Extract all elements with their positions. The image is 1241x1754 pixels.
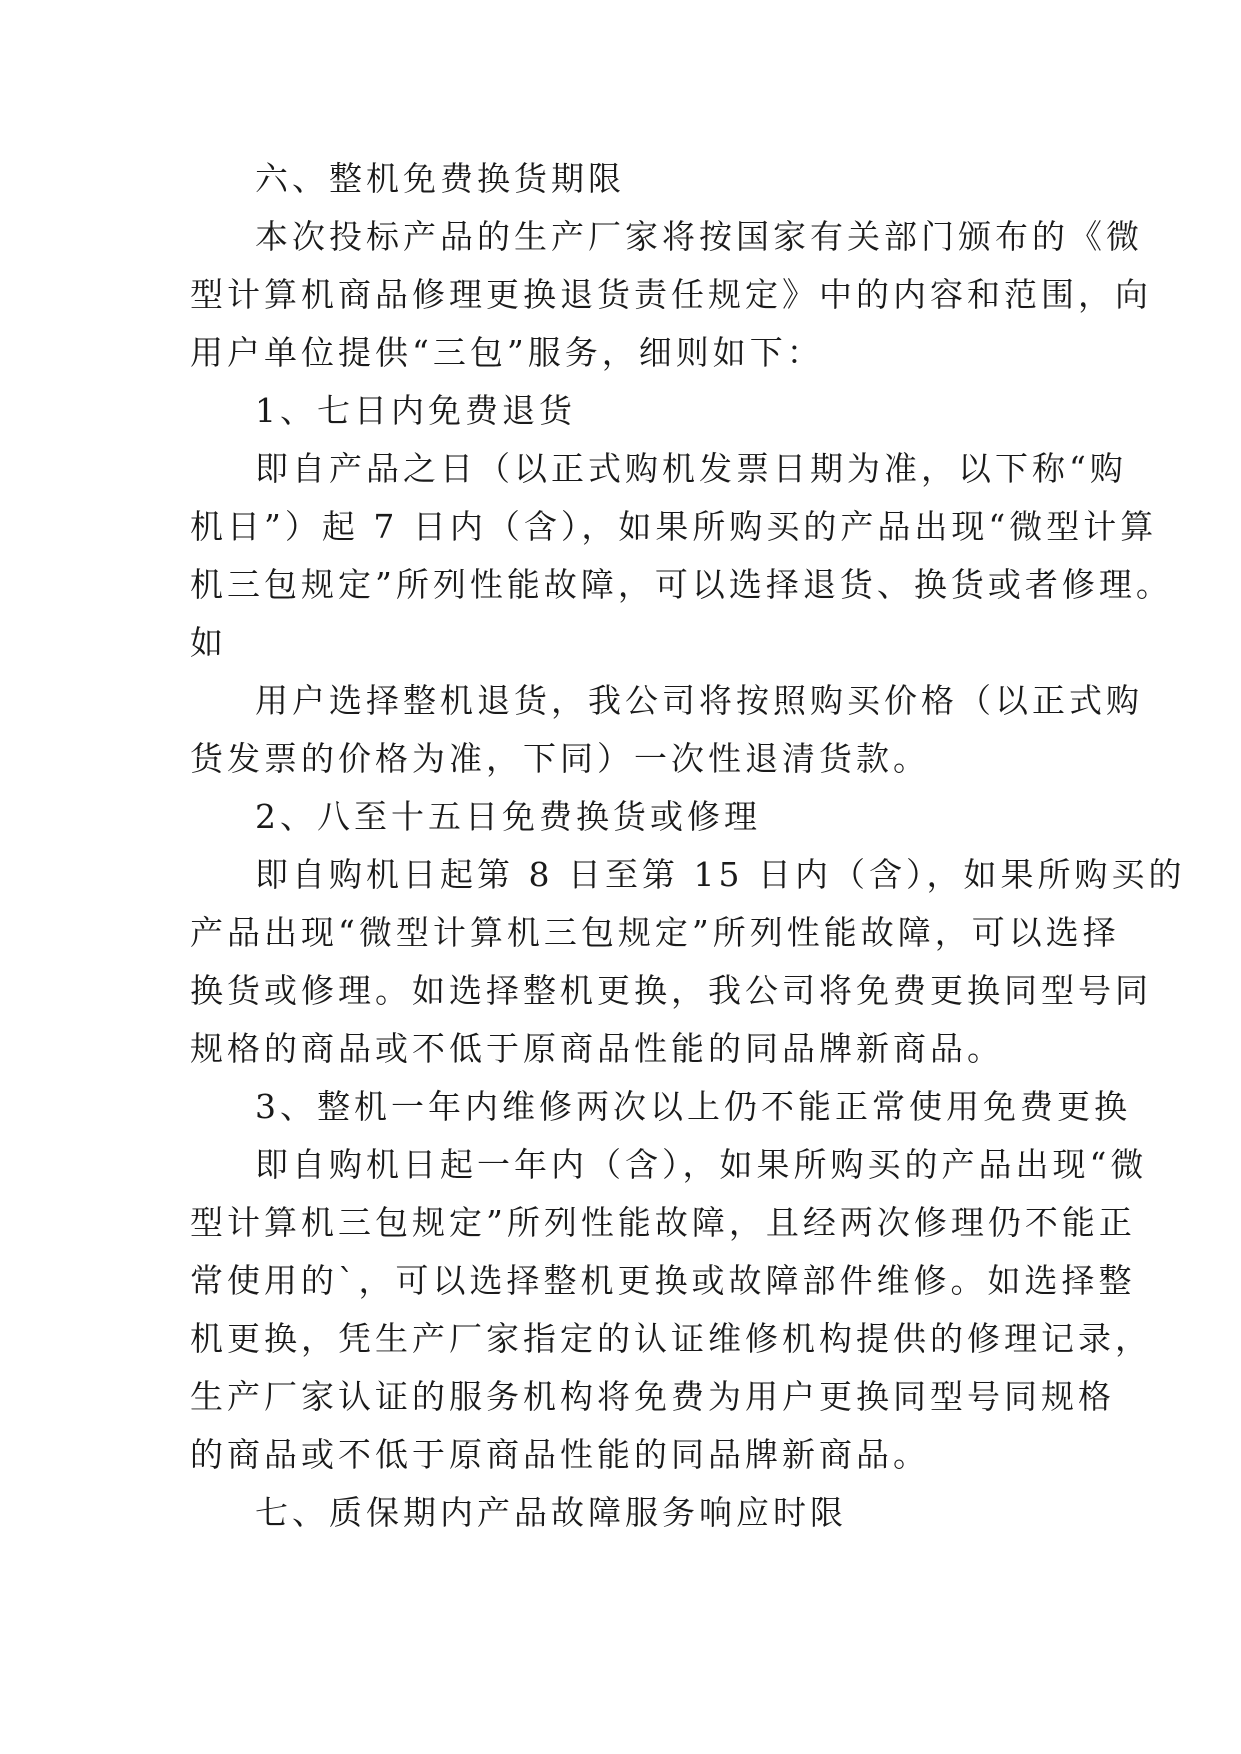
subheading-3: 3、整机一年内维修两次以上仍不能正常使用免费更换 [255,1087,1131,1126]
paragraph-line: 用户单位提供“三包”服务，细则如下： [190,333,824,372]
paragraph-line: 产品出现“微型计算机三包规定”所列性能故障，可以选择 [190,913,1120,952]
paragraph-line: 本次投标产品的生产厂家将按国家有关部门颁布的《微 [255,217,1143,256]
paragraph-line: 机三包规定”所列性能故障，可以选择退货、换货或者修理。 [190,565,1173,604]
paragraph-line: 用户选择整机退货，我公司将按照购买价格（以正式购 [255,681,1143,720]
paragraph-line: 即自购机日起第 8 日至第 15 日内（含），如果所购买的 [255,855,1186,894]
paragraph-line: 型计算机商品修理更换退货责任规定》中的内容和范围，向 [190,275,1152,314]
paragraph-line: 货发票的价格为准，下同）一次性退清货款。 [190,739,930,778]
section-heading-6: 六、整机免费换货期限 [255,159,625,198]
paragraph-line: 常使用的`，可以选择整机更换或故障部件维修。如选择整 [190,1261,1136,1300]
paragraph-line: 换货或修理。如选择整机更换，我公司将免费更换同型号同 [190,971,1152,1010]
paragraph-line: 如 [190,623,227,662]
paragraph-line: 即自产品之日（以正式购机发票日期为准，以下称“购 [255,449,1127,488]
paragraph-line: 机日”）起 7 日内（含），如果所购买的产品出现“微型计算 [190,507,1158,546]
paragraph-line: 即自购机日起一年内（含），如果所购买的产品出现“微 [255,1145,1148,1184]
section-heading-7: 七、质保期内产品故障服务响应时限 [255,1493,847,1532]
paragraph-line: 型计算机三包规定”所列性能故障，且经两次修理仍不能正 [190,1203,1136,1242]
subheading-1: 1、七日内免费退货 [255,391,576,430]
paragraph-line: 生产厂家认证的服务机构将免费为用户更换同型号同规格 [190,1377,1115,1416]
paragraph-line: 规格的商品或不低于原商品性能的同品牌新商品。 [190,1029,1004,1068]
subheading-2: 2、八至十五日免费换货或修理 [255,797,761,836]
paragraph-line: 的商品或不低于原商品性能的同品牌新商品。 [190,1435,930,1474]
document-body [190,150,1186,1542]
paragraph-line: 机更换，凭生产厂家指定的认证维修机构提供的修理记录， [190,1319,1152,1358]
